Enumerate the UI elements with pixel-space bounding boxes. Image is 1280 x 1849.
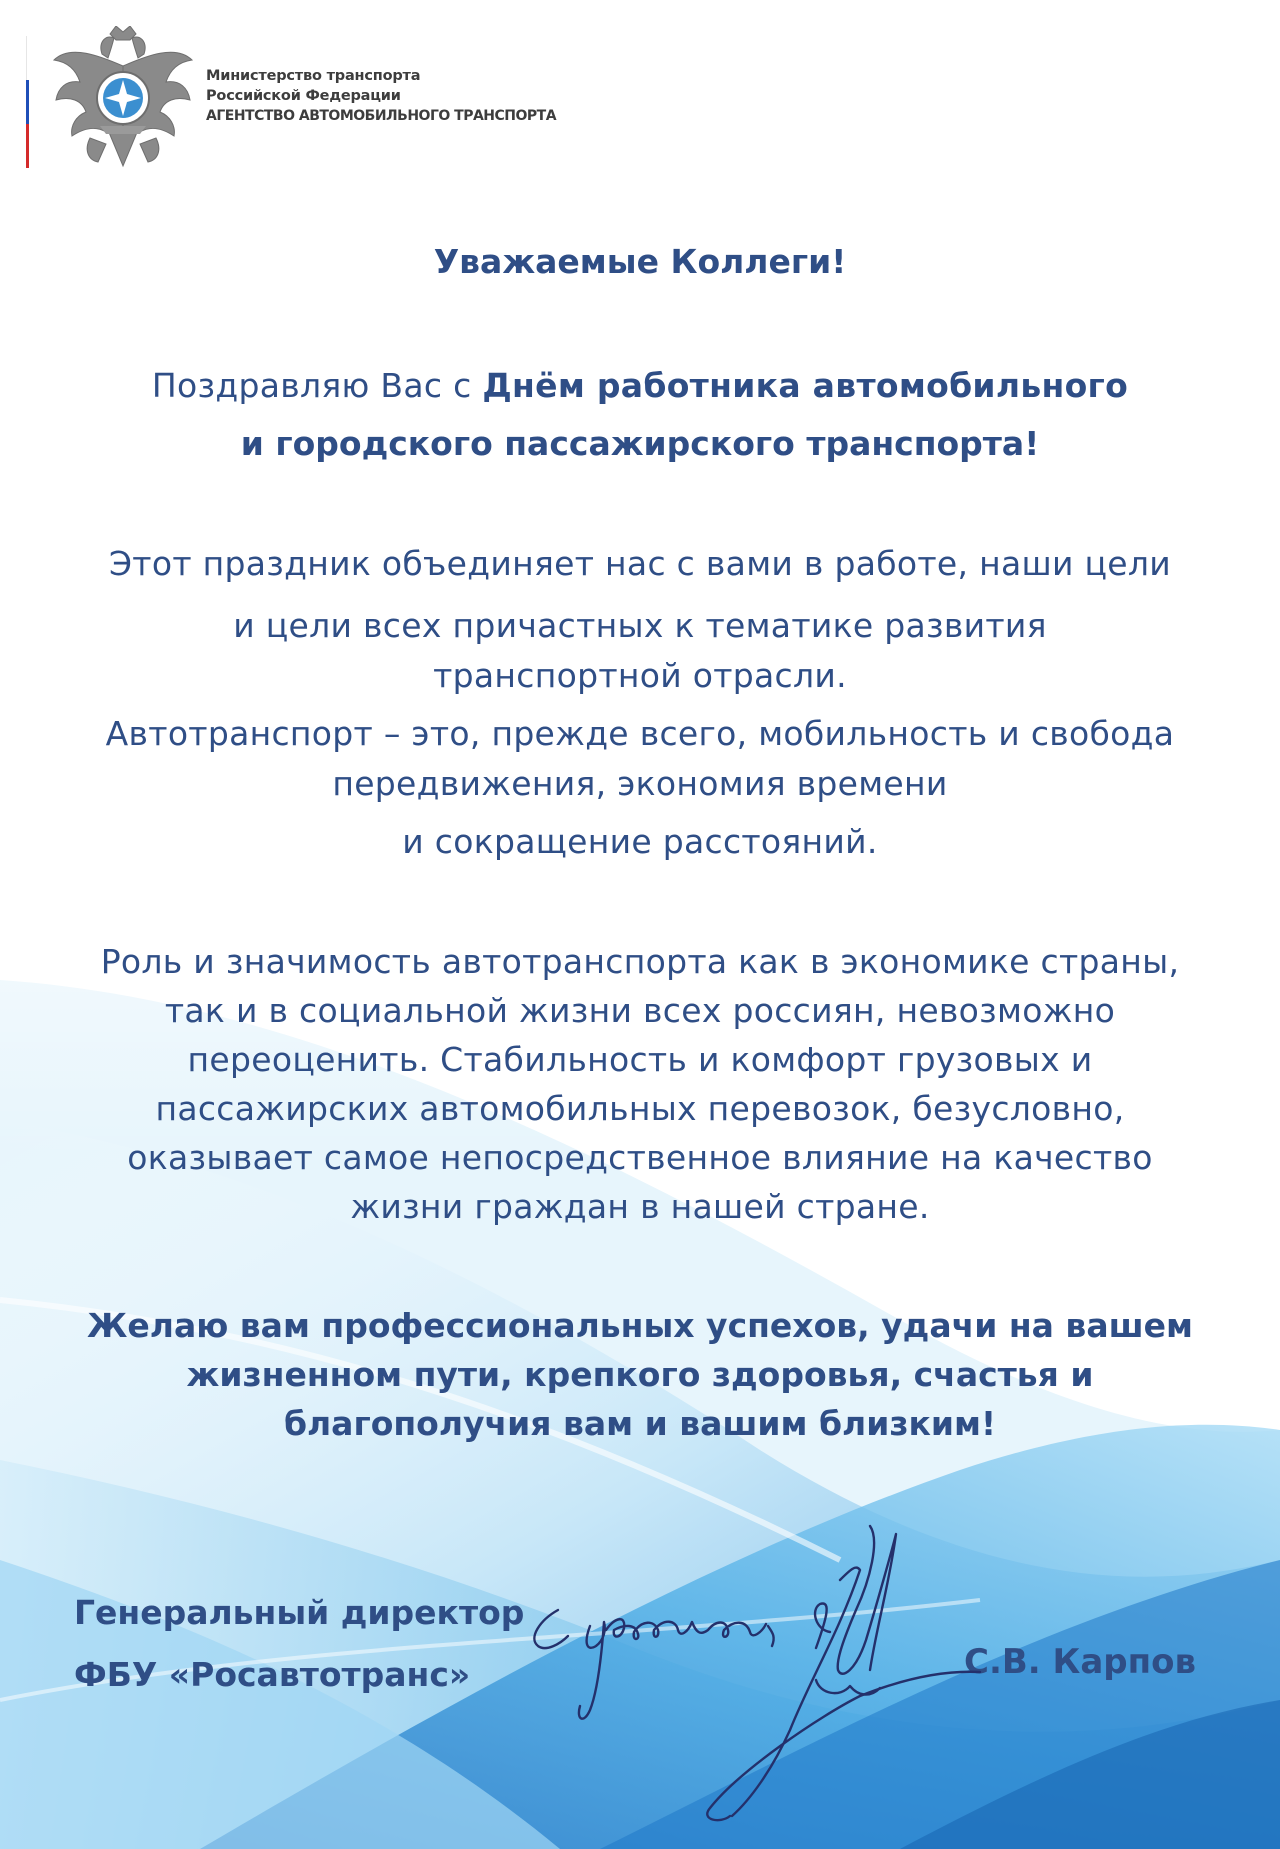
congrats-prefix: Поздравляю Вас с [151,366,483,405]
ministry-line-1: Министерство транспорта [206,68,421,84]
position-title: Генеральный директор [74,1593,525,1632]
header-ministry-text [206,66,556,126]
paragraph1-line: передвижения, экономия времени [332,764,948,803]
double-headed-eagle-transport-emblem-icon [50,26,196,176]
paragraph1-line: Этот праздник объединяет нас с вами в работе, наши цели [108,544,1172,583]
paragraph2-line: так и в социальной жизни всех россиян, невозможно [164,991,1116,1030]
paragraph1-line: Автотранспорт – это, прежде всего, мобильность и свобода [105,714,1175,753]
paragraph2-line: оказывает самое непосредственное влияние на качество [127,1138,1153,1177]
agency-name: АГЕНТСТВО АВТОМОБИЛЬНОГО ТРАНСПОРТА [206,108,557,124]
paragraph2-line: Роль и значимость автотранспорта как в экономике страны, [100,942,1180,981]
congratulation-line-1 [0,366,1280,405]
paragraph2-line: переоценить. Стабильность и комфорт грузовых и [187,1040,1093,1079]
handwritten-signature [520,1520,1000,1840]
signatory-name: С.В. Карпов [964,1642,1196,1682]
paragraph2-line: пассажирских автомобильных перевозок, безусловно, [155,1089,1125,1128]
organization-name: ФБУ «Росавтотранс» [74,1655,471,1694]
paragraph2-line: жизни граждан в нашей стране. [350,1187,930,1226]
wishes-line: жизненном пути, крепкого здоровья, счастья и [186,1355,1094,1394]
russian-flag-stripe [26,36,29,168]
wishes-line: благополучия вам и вашим близким! [283,1404,997,1443]
wishes-line: Желаю вам профессиональных успехов, удачи на вашем [87,1306,1193,1345]
paragraph1-line: и сокращение расстояний. [402,822,878,861]
holiday-name-part1: Днём работника автомобильного [482,366,1129,405]
ministry-line-2: Российской Федерации [206,88,401,104]
paragraph1-line: и цели всех причастных к тематике развития [233,606,1047,645]
signatory-position [74,1582,524,1706]
greeting: Уважаемые Коллеги! [433,242,847,281]
paragraph1-line: транспортной отрасли. [433,656,847,695]
holiday-name-part2: и городского пассажирского транспорта! [240,424,1040,463]
